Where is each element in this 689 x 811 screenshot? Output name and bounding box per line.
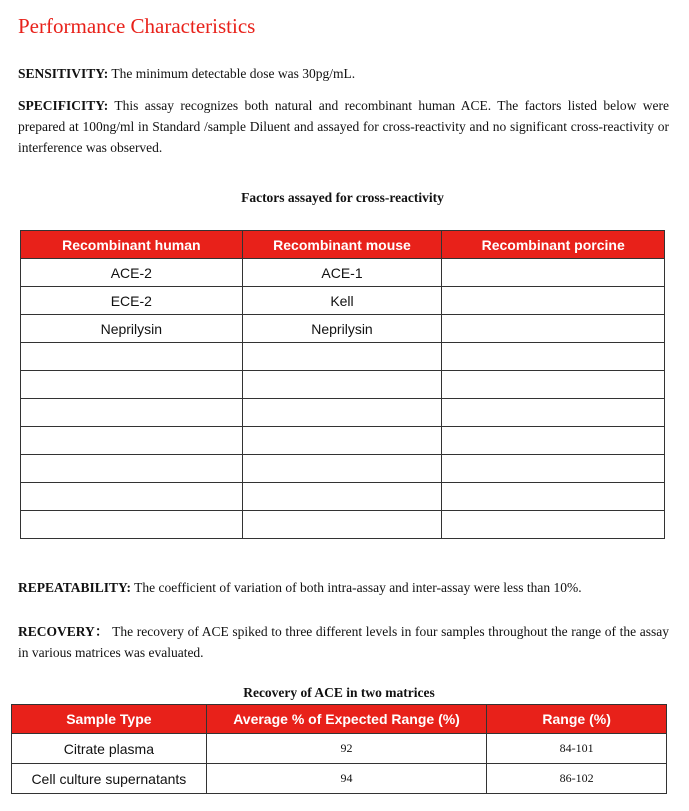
repeatability-paragraph: [18, 577, 669, 598]
table-row: [21, 343, 665, 371]
table-cell: [242, 371, 442, 399]
table-cell: [21, 399, 243, 427]
table-row: [21, 259, 665, 287]
table-row: [21, 371, 665, 399]
table-header-cell: Average % of Expected Range (%): [206, 705, 487, 734]
table-cell: [242, 399, 442, 427]
table-cell: [442, 287, 665, 315]
repeatability-text: The coefficient of variation of both intra-assay and inter-assay were less than 10%.: [131, 580, 582, 595]
table-cell: 84-101: [487, 734, 667, 764]
table-cell: [442, 511, 665, 539]
table-header-row: [12, 705, 667, 734]
table-cell: [21, 511, 243, 539]
table-cell: Neprilysin: [242, 315, 442, 343]
cross-reactivity-table: [20, 230, 665, 539]
table-cell: [442, 371, 665, 399]
repeatability-label: REPEATABILITY:: [18, 580, 132, 595]
table-cell: ECE-2: [21, 287, 243, 315]
table-cell: [242, 483, 442, 511]
table-cell: 94: [206, 764, 487, 794]
table-cell: [21, 483, 243, 511]
table-row: [21, 315, 665, 343]
table-cell: [242, 455, 442, 483]
table-header-cell: Recombinant mouse: [242, 231, 442, 259]
sensitivity-label: SENSITIVITY:: [18, 66, 109, 81]
recovery-label: RECOVERY：: [18, 624, 109, 639]
table-row: [21, 427, 665, 455]
table-cell: ACE-2: [21, 259, 243, 287]
table-cell: ACE-1: [242, 259, 442, 287]
table-cell: [442, 259, 665, 287]
table-row: [21, 511, 665, 539]
table-cell: Kell: [242, 287, 442, 315]
recovery-text: The recovery of ACE spiked to three different levels in four samples throughout the range of the assay in various matrices was evaluated.: [18, 624, 670, 660]
specificity-text: This assay recognizes both natural and recombinant human ACE. The factors listed below were prepared at 100ng/ml in Standard /sample Diluent and assayed for cross-reactivity and no significant cross-reactivity or interference was observed.: [18, 98, 669, 155]
recovery-paragraph: [18, 621, 669, 663]
table-cell: 86-102: [487, 764, 667, 794]
table-row: [21, 399, 665, 427]
table-cell: [21, 343, 243, 371]
table-cell: [21, 371, 243, 399]
table-row: [21, 483, 665, 511]
table-cell: 92: [206, 734, 487, 764]
specificity-paragraph: [18, 95, 669, 158]
table-cell: [442, 343, 665, 371]
table-header-cell: Sample Type: [12, 705, 207, 734]
table-header-cell: Recombinant human: [21, 231, 243, 259]
table-cell: [242, 427, 442, 455]
table-cell: [442, 315, 665, 343]
recovery-table-caption: Recovery of ACE in two matrices: [243, 685, 435, 700]
table-cell: [442, 455, 665, 483]
table-cell: [442, 399, 665, 427]
sensitivity-text: The minimum detectable dose was 30pg/mL.: [108, 66, 356, 81]
table-cell: Citrate plasma: [12, 734, 207, 764]
table-cell: [242, 343, 442, 371]
table-header-cell: Range (%): [487, 705, 667, 734]
table-cell: [242, 511, 442, 539]
table-row: [12, 764, 667, 794]
table-cell: [21, 427, 243, 455]
table-cell: Cell culture supernatants: [12, 764, 207, 794]
specificity-label: SPECIFICITY:: [18, 98, 109, 113]
table-row: [21, 287, 665, 315]
table-cell: [21, 455, 243, 483]
table-cell: Neprilysin: [21, 315, 243, 343]
table-row: [21, 455, 665, 483]
sensitivity-paragraph: [18, 63, 669, 84]
table-cell: [442, 483, 665, 511]
page-title: Performance Characteristics: [18, 14, 256, 38]
table-cell: [442, 427, 665, 455]
table-header-row: [21, 231, 665, 259]
table-header-cell: Recombinant porcine: [442, 231, 665, 259]
table-row: [12, 734, 667, 764]
cross-table-caption: Factors assayed for cross-reactivity: [241, 190, 444, 205]
recovery-table: [11, 704, 667, 794]
